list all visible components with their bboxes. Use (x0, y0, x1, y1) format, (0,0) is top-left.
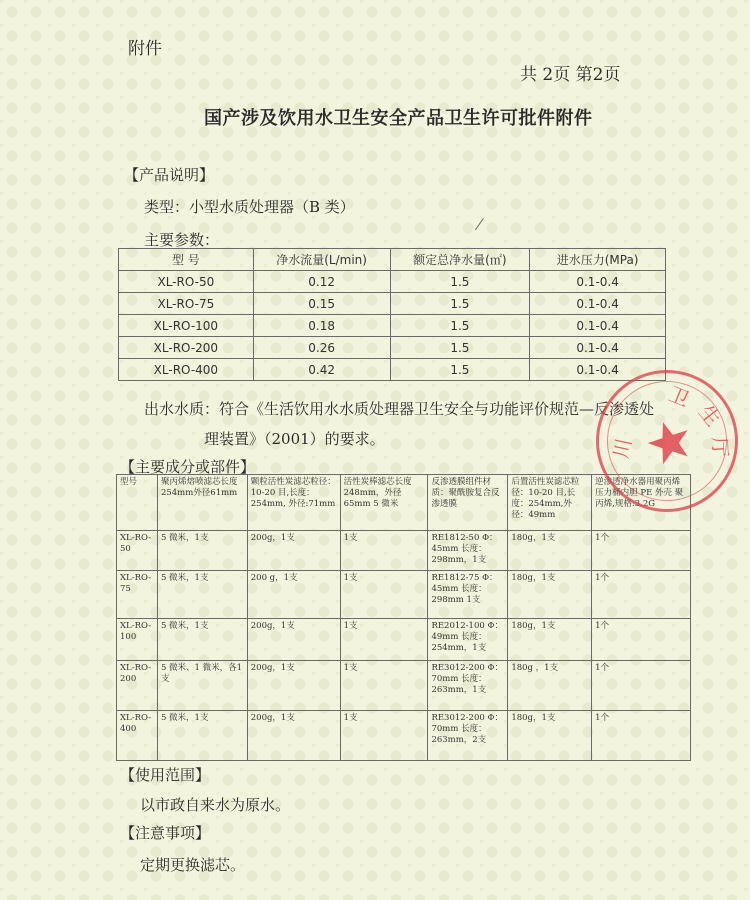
params-row (119, 359, 666, 381)
params-header-cell: 进水压力(MPa) (530, 249, 666, 271)
params-cell: 0.26 (253, 337, 390, 359)
components-cell: 5 微米，1支 (157, 619, 247, 661)
document-title: 国产涉及饮用水卫生安全产品卫生许可批件附件 (204, 108, 593, 129)
params-row (119, 337, 666, 359)
components-cell: 5 微米，1支 (157, 571, 247, 619)
components-header-cell: 逆渗透净水器用聚丙烯压力桶内胆 PE 外壳 聚丙烯,规格:3.2G (592, 475, 691, 531)
params-cell: XL-RO-75 (119, 293, 254, 315)
params-cell: 0.1-0.4 (530, 293, 666, 315)
components-row (117, 711, 691, 761)
components-row (117, 619, 691, 661)
components-cell: 1个 (592, 711, 691, 761)
components-table (116, 474, 691, 761)
components-cell: RE3012-200 Φ：70mm 长度：263mm，1支 (428, 661, 508, 711)
params-table (118, 248, 666, 381)
params-header-row (119, 249, 666, 271)
components-cell: 200g，1支 (247, 531, 340, 571)
components-header-cell: 颗粒活性炭滤芯粒径：10-20 目,长度：254mm, 外径:71mm (247, 475, 340, 531)
components-cell: XL-RO-50 (117, 531, 158, 571)
params-header-cell: 型 号 (119, 249, 254, 271)
params-header-cell: 额定总净水量(㎡) (390, 249, 530, 271)
params-cell: XL-RO-50 (119, 271, 254, 293)
seal-char: 川 (608, 436, 637, 461)
params-cell: 1.5 (390, 293, 530, 315)
params-cell: 0.1-0.4 (530, 359, 666, 381)
attachment-label: 附件 (128, 39, 162, 59)
params-cell: 0.42 (253, 359, 390, 381)
params-cell: 0.15 (253, 293, 390, 315)
components-header-cell: 后置活性炭滤芯粒径：10-20 目,长度：254mm,外径：49mm (508, 475, 592, 531)
components-cell: 180g ，1支 (508, 661, 592, 711)
components-cell: RE3012-200 Φ：70mm 长度：263mm，2支 (428, 711, 508, 761)
components-cell: RE1812-50 Φ：45mm 长度：298mm，1支 (428, 531, 508, 571)
params-cell: XL-RO-200 (119, 337, 254, 359)
components-row (117, 531, 691, 571)
params-label: 主要参数： (144, 231, 220, 249)
components-cell: 1个 (592, 661, 691, 711)
output-water-line2: 理装置》（2001）的要求。 (204, 430, 385, 448)
components-section-title: 【主要成分或部件】 (120, 458, 256, 476)
components-header-cell: 活性炭棒滤芯长度248mm，外径 65mm 5 微米 (340, 475, 428, 531)
params-cell: 0.1-0.4 (530, 315, 666, 337)
params-cell: XL-RO-400 (119, 359, 254, 381)
params-row (119, 315, 666, 337)
product-section-title: 【产品说明】 (124, 166, 215, 184)
page-info: 共 2页 第2页 (520, 65, 621, 85)
seal-char: 生 (694, 400, 726, 431)
params-cell: 0.1-0.4 (530, 337, 666, 359)
params-cell: 0.1-0.4 (530, 271, 666, 293)
components-cell: 200g，1支 (247, 711, 340, 761)
components-cell: 180g，1支 (508, 571, 592, 619)
params-row (119, 271, 666, 293)
components-cell: 1个 (592, 619, 691, 661)
params-header-cell: 净水流量(L/min) (253, 249, 390, 271)
components-header-cell: 反渗透膜组件材质：聚酰胺复合反渗透膜 (428, 475, 508, 531)
components-cell: 1支 (340, 711, 428, 761)
notes-section-title: 【注意事项】 (120, 824, 211, 842)
components-header-cell: 聚丙烯熔喷滤芯长度254mm外径61mm (157, 475, 247, 531)
product-type: 类型：小型水质处理器（B 类） (144, 198, 355, 216)
notes-text: 定期更换滤芯。 (140, 856, 246, 874)
usage-text: 以市政自来水为原水。 (140, 796, 291, 814)
components-cell: XL-RO-400 (117, 711, 158, 761)
seal-char: 厅 (707, 436, 733, 458)
components-row (117, 571, 691, 619)
components-header-row (117, 475, 691, 531)
components-row (117, 661, 691, 711)
output-water-line1: 出水水质：符合《生活饮用水水质处理器卫生安全与功能评价规范—反渗透处 (144, 400, 655, 418)
components-cell: 5 微米，1支 (157, 531, 247, 571)
params-cell: 0.18 (253, 315, 390, 337)
seal-char: 卫 (665, 381, 693, 412)
components-cell: 180g，1支 (508, 531, 592, 571)
params-cell: 1.5 (390, 315, 530, 337)
components-cell: 200g，1支 (247, 661, 340, 711)
components-cell: XL-RO-75 (117, 571, 158, 619)
components-cell: 5 微米，1支 (157, 711, 247, 761)
components-header-cell: 型号 (117, 475, 158, 531)
components-cell: 1个 (592, 531, 691, 571)
components-cell: RE1812-75 Φ：45mm 长度：298mm 1支 (428, 571, 508, 619)
components-cell: XL-RO-100 (117, 619, 158, 661)
params-cell: 0.12 (253, 271, 390, 293)
components-cell: 200 g，1支 (247, 571, 340, 619)
components-cell: 1支 (340, 571, 428, 619)
params-cell: XL-RO-100 (119, 315, 254, 337)
params-cell: 1.5 (390, 337, 530, 359)
components-cell: XL-RO-200 (117, 661, 158, 711)
components-cell: 180g，1支 (508, 619, 592, 661)
components-cell: 200g，1支 (247, 619, 340, 661)
params-row (119, 293, 666, 315)
params-cell: 1.5 (390, 359, 530, 381)
components-cell: 1支 (340, 531, 428, 571)
components-cell: 1支 (340, 661, 428, 711)
pen-mark (475, 218, 492, 236)
params-cell: 1.5 (390, 271, 530, 293)
usage-section-title: 【使用范围】 (120, 766, 211, 784)
components-cell: 5 微米、1 微米，各1支 (157, 661, 247, 711)
components-cell: 1个 (592, 571, 691, 619)
components-cell: 180g，1支 (508, 711, 592, 761)
components-cell: 1支 (340, 619, 428, 661)
components-cell: RE2012-100 Φ：49mm 长度：254mm，1支 (428, 619, 508, 661)
